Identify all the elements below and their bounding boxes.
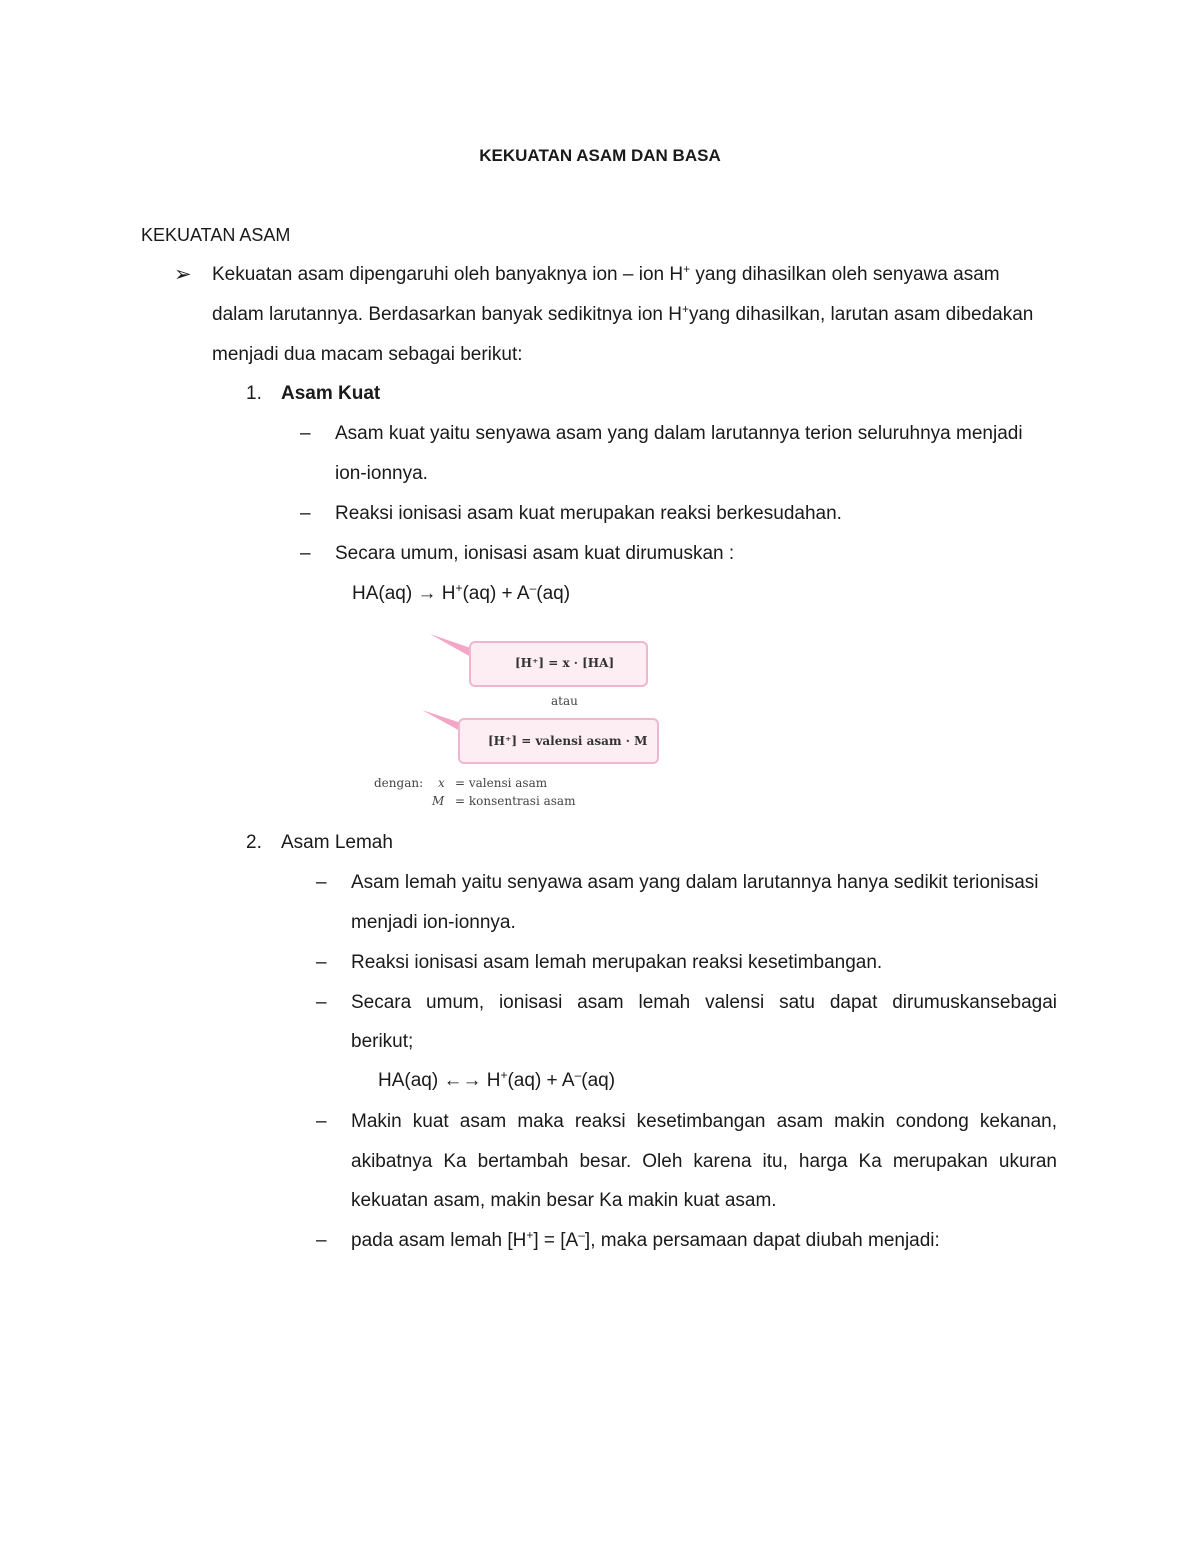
dash-bullet: – bbox=[316, 992, 327, 1013]
weak-point-4-cont: akibatnya Ka bertambah besar. Oleh karena itu, harga Ka merupakan ukuran bbox=[351, 1151, 1057, 1172]
strong-point-3: Secara umum, ionisasi asam kuat dirumuskan : bbox=[335, 543, 735, 564]
dash-bullet: – bbox=[316, 1111, 327, 1132]
dash-bullet: – bbox=[316, 1230, 327, 1251]
list-number: 2. bbox=[246, 832, 262, 853]
weak-equation: HA(aq) ←→ H+(aq) + A–(aq) bbox=[378, 1068, 616, 1091]
arrow-bullet-icon: ➢ bbox=[174, 263, 192, 286]
legend-item-2: = konsentrasi asam bbox=[455, 794, 576, 808]
weak-acid-heading: Asam Lemah bbox=[281, 832, 393, 853]
weak-point-1-cont: menjadi ion-ionnya. bbox=[351, 912, 516, 933]
dash-bullet: – bbox=[316, 952, 327, 973]
formula-box-1: [H⁺] = x · [HA] bbox=[469, 641, 648, 687]
formula-box-2: [H⁺] = valensi asam · M bbox=[458, 718, 659, 764]
equilibrium-arrow-icon: ←→ bbox=[443, 1070, 482, 1091]
figure-or: atau bbox=[551, 694, 578, 708]
strong-point-1: Asam kuat yaitu senyawa asam yang dalam larutannya terion seluruhnya menjadi bbox=[335, 423, 1023, 444]
strong-equation: HA(aq) → H+(aq) + A–(aq) bbox=[352, 581, 571, 604]
legend-symbol-m: M bbox=[432, 794, 445, 808]
legend-prefix: dengan: bbox=[374, 776, 424, 790]
weak-point-3-cont: berikut; bbox=[351, 1031, 414, 1052]
section-heading: KEKUATAN ASAM bbox=[141, 225, 291, 245]
intro-line-3: menjadi dua macam sebagai berikut: bbox=[212, 344, 523, 365]
weak-point-5: pada asam lemah [H+] = [A–], maka persamaan dapat diubah menjadi: bbox=[351, 1228, 940, 1251]
strong-point-1-cont: ion-ionnya. bbox=[335, 463, 428, 484]
weak-point-3: Secara umum, ionisasi asam lemah valensi satu dapat dirumuskansebagai bbox=[351, 992, 1057, 1013]
arrow-icon: → bbox=[417, 583, 437, 604]
strong-acid-heading: Asam Kuat bbox=[281, 383, 381, 404]
weak-point-4: Makin kuat asam maka reaksi kesetimbangan asam makin condong kekanan, bbox=[351, 1111, 1057, 1132]
intro-line-1: Kekuatan asam dipengaruhi oleh banyaknya ion – ion H+ yang dihasilkan oleh senyawa asam bbox=[212, 262, 1000, 285]
dash-bullet: – bbox=[316, 872, 327, 893]
weak-point-2: Reaksi ionisasi asam lemah merupakan reaksi kesetimbangan. bbox=[351, 952, 883, 973]
intro-line-2: dalam larutannya. Berdasarkan banyak sedikitnya ion H+yang dihasilkan, larutan asam dibedakan bbox=[212, 302, 1034, 325]
legend-symbol-x: x bbox=[438, 776, 445, 790]
weak-point-1: Asam lemah yaitu senyawa asam yang dalam larutannya hanya sedikit terionisasi bbox=[351, 872, 1039, 893]
legend-item-1: = valensi asam bbox=[455, 776, 548, 790]
strong-point-2: Reaksi ionisasi asam kuat merupakan reaksi berkesudahan. bbox=[335, 503, 842, 524]
dash-bullet: – bbox=[300, 423, 311, 444]
document-title: KEKUATAN ASAM DAN BASA bbox=[479, 146, 721, 165]
weak-point-4-cont2: kekuatan asam, makin besar Ka makin kuat asam. bbox=[351, 1190, 777, 1211]
dash-bullet: – bbox=[300, 503, 311, 524]
list-number: 1. bbox=[246, 383, 262, 404]
dash-bullet: – bbox=[300, 543, 311, 564]
